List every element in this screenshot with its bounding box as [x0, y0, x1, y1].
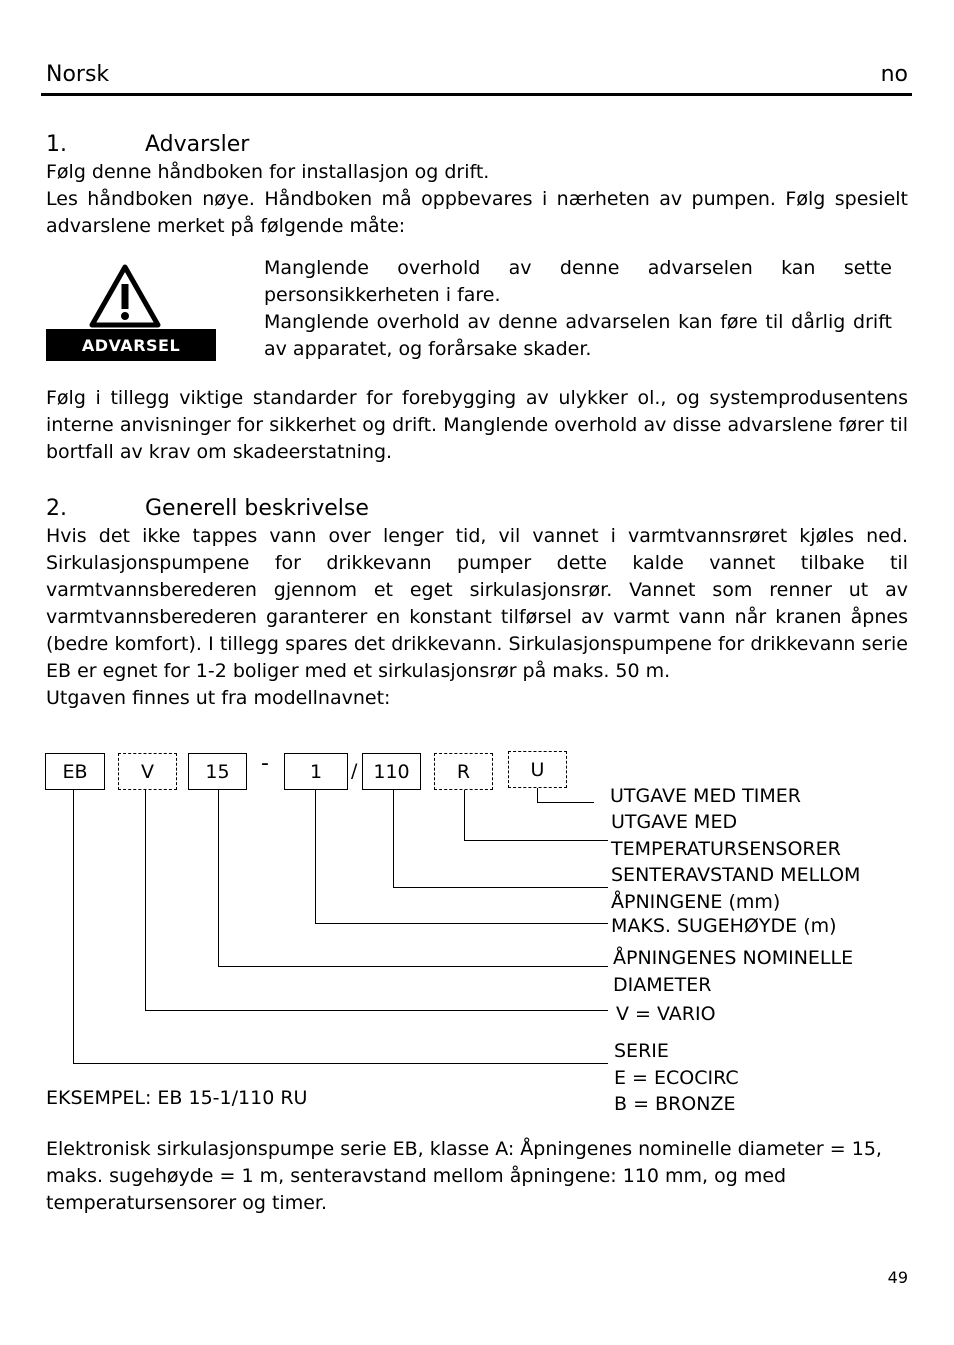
connector-v-vertical: [145, 790, 146, 1011]
code-dash: -: [261, 751, 269, 776]
legend-diameter: [613, 945, 853, 998]
section-1-title: Advarsler: [145, 132, 250, 157]
section-1-number: 1.: [46, 132, 67, 157]
legend-distance: [611, 862, 860, 915]
section-2-paragraph: Hvis det ikke tappes vann over lenger tid, vil vannet i varmtvannsrøret kjøles ned. Sirkulasjonspumpene for drikkevann pumper dette kalde vannet tilbake til varmtvannsberederen gjennom et eget sirkulasjonsrør. Vannet som renner ut av varmtvannsberederen garanterer en konstant tilførsel av varmt vann når kranen åpnes (bedre komfort). I tillegg spares det drikkevann. Sirkulasjonspumpene for drikkevann serie EB er egnet for 1-2 boliger med et sirkulasjonsrør på maks. 50 m.: [46, 525, 908, 682]
connector-head-horizontal: [315, 923, 608, 924]
code-box-distance: 110: [362, 753, 421, 790]
legend-series: [614, 1038, 739, 1118]
intro-line-2: Les håndboken nøye. Håndboken må oppbevares i nærheten av pumpen. Følg spesielt advarslene merket på følgende måte:: [46, 188, 908, 237]
legend-series-line-1: SERIE: [614, 1040, 669, 1062]
header-language: Norsk: [46, 62, 110, 87]
intro-line-1: Følg denne håndboken for installasjon og drift.: [46, 161, 490, 183]
warning-text: [264, 255, 892, 363]
warning-label: ADVARSEL: [46, 329, 216, 361]
connector-r-vertical: [464, 790, 465, 841]
legend-timer: UTGAVE MED TIMER: [610, 785, 801, 807]
connector-distance-vertical: [393, 790, 394, 888]
connector-u-horizontal: [537, 802, 594, 803]
connector-v-horizontal: [145, 1010, 608, 1011]
code-slash: /: [351, 760, 358, 782]
header-language-code: no: [880, 62, 908, 87]
connector-head-vertical: [315, 790, 316, 924]
code-box-head: 1: [284, 753, 348, 790]
connector-size-horizontal: [218, 966, 608, 967]
legend-series-line-3: B = BRONZE: [614, 1093, 736, 1115]
code-box-r: R: [434, 753, 493, 790]
warning-text-1: Manglende overhold av denne advarselen kan sette personsikkerheten i fare.: [264, 257, 892, 306]
closing-text: Følg i tillegg viktige standarder for forebygging av ulykker ol., og systemprodusentens interne anvisninger for sikkerhet og drift. Manglende overhold av disse advarslene fører til bortfall av krav om skadeerstatning.: [46, 387, 908, 463]
connector-eb-vertical: [73, 790, 74, 1064]
legend-vario: V = VARIO: [616, 1003, 716, 1025]
connector-eb-horizontal: [73, 1063, 608, 1064]
connector-r-horizontal: [464, 840, 608, 841]
legend-diameter-line-1: ÅPNINGENES NOMINELLE: [613, 947, 854, 969]
warning-triangle-icon: [89, 264, 161, 328]
legend-head: MAKS. SUGEHØYDE (m): [611, 915, 837, 937]
legend-sensor: [611, 809, 841, 862]
code-box-size: 15: [188, 753, 247, 790]
example-code: EKSEMPEL: EB 15-1/110 RU: [46, 1087, 308, 1109]
legend-series-line-2: E = ECOCIRC: [614, 1066, 739, 1089]
connector-distance-horizontal: [393, 887, 608, 888]
connector-u-vertical: [537, 788, 538, 803]
legend-sensor-line-2: TEMPERATURSENSORER: [611, 837, 841, 860]
code-box-eb: EB: [45, 753, 105, 790]
section-2-title: Generell beskrivelse: [145, 496, 369, 521]
page-number: 49: [887, 1268, 908, 1287]
section-2-model-intro: Utgaven finnes ut fra modellnavnet:: [46, 687, 391, 709]
section-1-intro: [46, 159, 908, 240]
legend-diameter-line-2: DIAMETER: [613, 973, 712, 996]
header-rule: [41, 93, 912, 96]
section-2-body: [46, 523, 908, 712]
section-1-closing: [46, 385, 908, 466]
code-box-v: V: [118, 753, 177, 790]
section-2-number: 2.: [46, 496, 67, 521]
legend-sensor-line-1: UTGAVE MED: [611, 811, 738, 833]
warning-text-2: Manglende overhold av denne advarselen kan føre til dårlig drift av apparatet, og forårsake skader.: [264, 311, 892, 360]
legend-distance-line-2: ÅPNINGENE (mm): [611, 890, 781, 913]
connector-size-vertical: [218, 790, 219, 967]
legend-distance-line-1: SENTERAVSTAND MELLOM: [611, 864, 861, 886]
code-box-u: U: [508, 751, 567, 788]
example-description: Elektronisk sirkulasjonspumpe serie EB, klasse A: Åpningenes nominelle diameter = 15, maks. sugehøyde = 1 m, senteravstand mellom åpningene: 110 mm, og med temperatursensorer og timer.: [46, 1138, 882, 1214]
